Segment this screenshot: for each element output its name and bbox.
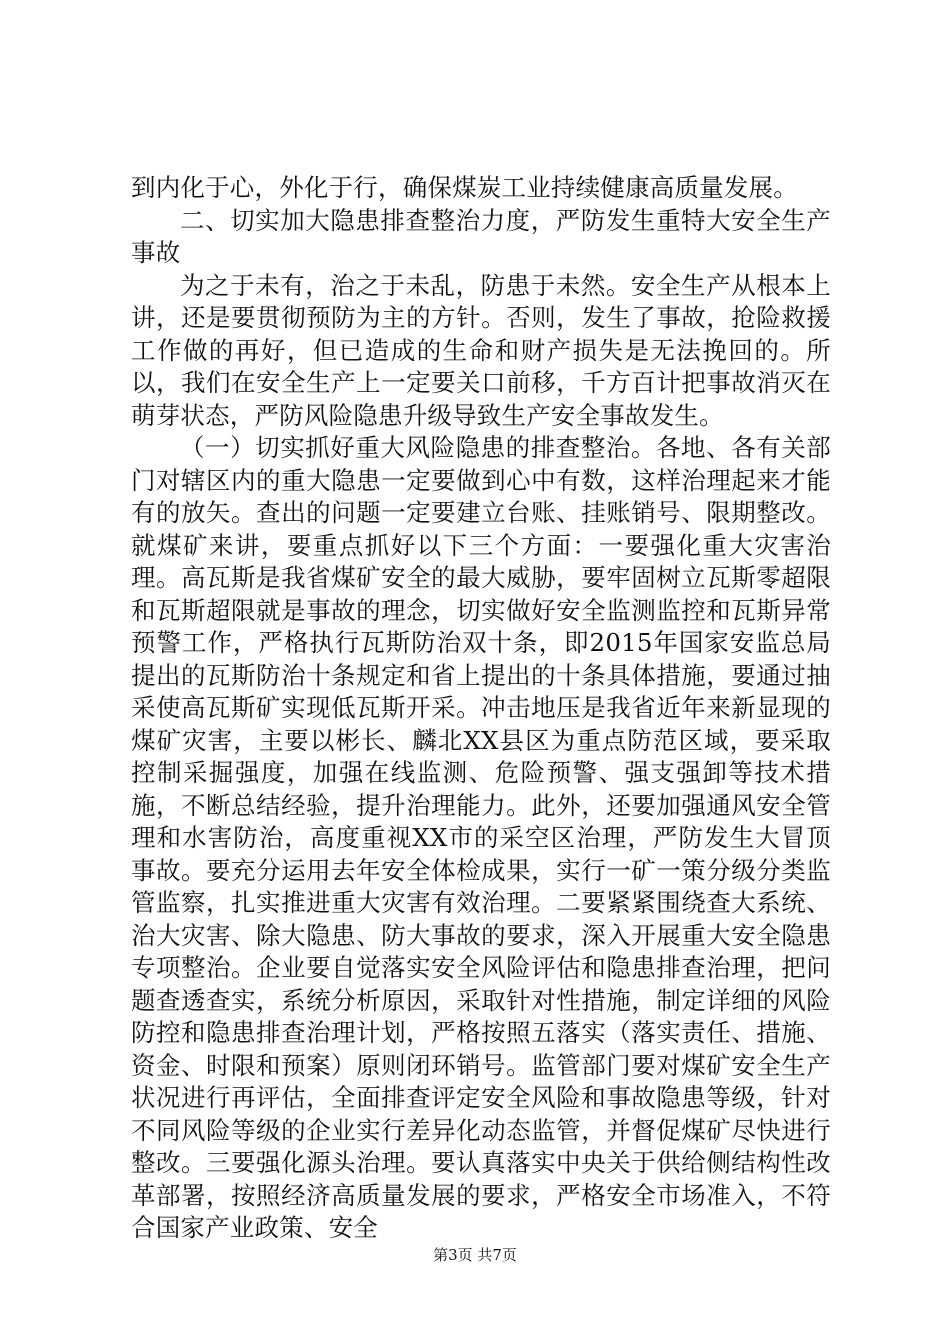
paragraph-risk-remediation: （一）切实抓好重大风险隐患的排查整治。各地、各有关部门对辖区内的重大隐患一定要做到心中有数，这样治理起来才能有的放矢。查出的问题一定要建立台账、挂账销号、限期整改。就煤矿来讲，要重点抓好以下三个方面：一要强化重大灾害治理。高瓦斯是我省煤矿安全的最大威胁，要牢固树立瓦斯零超限和瓦斯超限就是事故的理念，切实做好安全监测监控和瓦斯异常预警工作，严格执行瓦斯防治双十条，即2015年国家安监总局提出的瓦斯防治十条规定和省上提出的十条具体措施，要通过抽采使高瓦斯矿实现低瓦斯开采。冲击地压是我省近年来新显现的煤矿灾害，主要以彬长、麟北XX县区为重点防范区域，要采取控制采掘强度，加强在线监测、危险预警、强支强卸等技术措施，不断总结经验，提升治理能力。此外，还要加强通风安全管理和水害防治，高度重视XX市的采空区治理，严防发生大冒顶事故。要充分运用去年安全体检成果，实行一矿一策分级分类监管监察，扎实推进重大灾害有效治理。二要紧紧围绕查大系统、治大灾害、除大隐患、防大事故的要求，深入开展重大安全隐患专项整治。企业要自觉落实安全风险评估和隐患排查治理，把问题查透查实，系统分析原因，采取针对性措施，制定详细的风险防控和隐患排查治理计划，严格按照五落实（落实责任、措施、资金、时限和预案）原则闭环销号。监管部门要对煤矿安全生产状况进行再评估，全面排查评定安全风险和事故隐患等级，针对不同风险等级的企业实行差异化动态监管，并督促煤矿尽快进行整改。三要强化源头治理。要认真落实中央关于供给侧结构性改革部署，按照经济高质量发展的要求，严格安全市场准入，不符合国家产业政策、安全	[131, 433, 831, 1242]
document-body	[131, 172, 831, 1245]
paragraph-continuation: 到内化于心，外化于行，确保煤炭工业持续健康高质量发展。	[131, 173, 798, 202]
section-heading: 二、切实加大隐患排查整治力度，严防发生重特大安全生产事故	[131, 205, 831, 267]
paragraph-prevention: 为之于未有，治之于未乱，防患于未然。安全生产从根本上讲，还是要贯彻预防为主的方针。否则，发生了事故，抢险救援工作做的再好，但已造成的生命和财产损失是无法挽回的。所以，我们在安全生产上一定要关口前移，千方百计把事故消灭在萌芽状态，严防风险隐患升级导致生产安全事故发生。	[131, 270, 831, 430]
page-number-footer: 第3页 共7页	[433, 1246, 517, 1264]
